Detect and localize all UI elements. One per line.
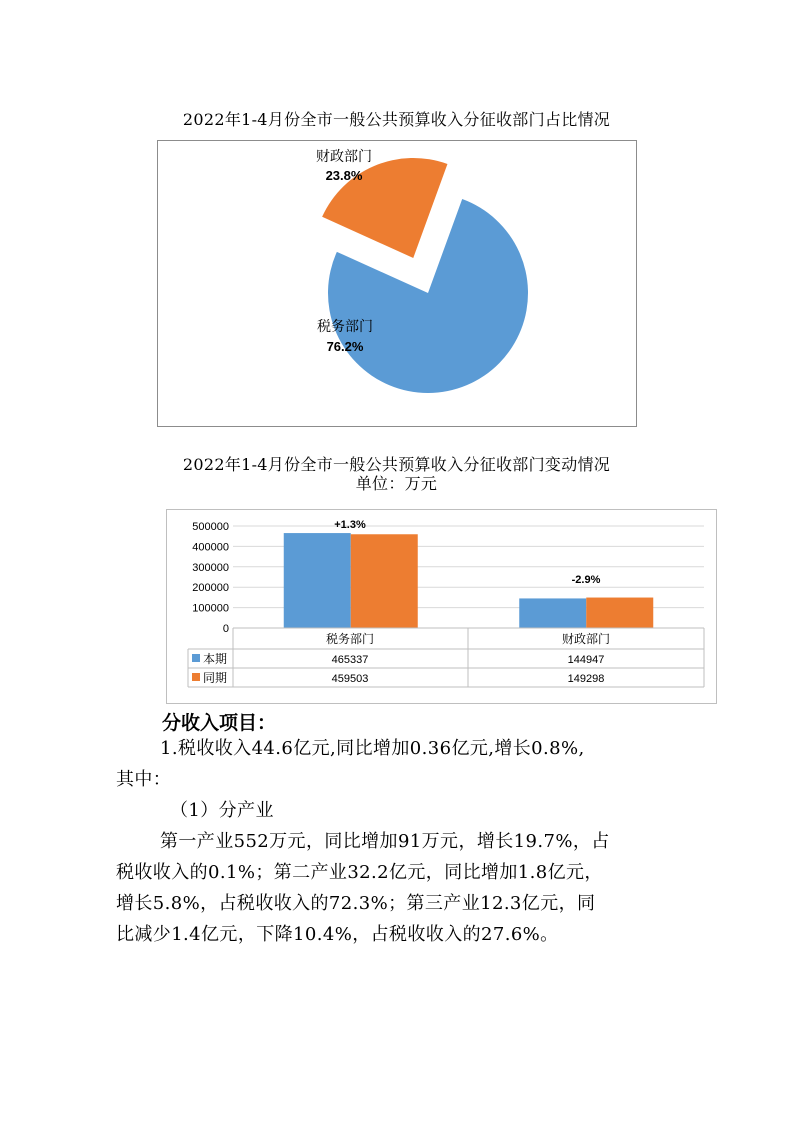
bar-chart-title: 2022年1-4月份全市一般公共预算收入分征收部门变动情况	[182, 455, 611, 474]
bar-annotation-shuiwu: +1.3%	[334, 519, 366, 531]
y-tick-label: 300000	[192, 561, 229, 574]
y-tick-label: 400000	[192, 541, 229, 554]
y-tick-label: 200000	[192, 582, 229, 595]
table-header-shuiwu: 税务部门	[325, 632, 375, 646]
sub-heading: （1）分产业	[170, 800, 274, 821]
bar-同期-财政部门	[586, 598, 653, 628]
table-row-label-benqi: 本期	[203, 652, 228, 666]
pie-label-caizheng: 财政部门	[316, 148, 372, 164]
pie-value-shuiwu: 76.2%	[326, 339, 364, 354]
table-cell-tongqi-caizheng: 149298	[567, 673, 605, 685]
bar-chart	[167, 510, 716, 703]
paragraph-line: 增长5.8%，占税收收入的72.3%；第三产业12.3亿元，同	[116, 893, 596, 914]
bar-chart-frame	[166, 509, 717, 704]
paragraph-line: 1.税收收入44.6亿元,同比增加0.36亿元,增长0.8%,	[160, 738, 585, 759]
section-heading: 分收入项目：	[162, 712, 277, 734]
table-cell-benqi-shuiwu: 465337	[331, 654, 369, 666]
y-tick-label: 100000	[192, 602, 229, 615]
bar-annotation-caizheng: -2.9%	[571, 574, 601, 586]
table-cell-benqi-caizheng: 144947	[567, 654, 605, 666]
table-header-caizheng: 财政部门	[561, 632, 611, 646]
legend-swatch-benqi	[192, 654, 200, 662]
bar-本期-财政部门	[519, 598, 586, 628]
y-tick-label: 500000	[192, 521, 229, 533]
bar-同期-税务部门	[351, 534, 418, 628]
y-tick-label: 0	[222, 623, 229, 635]
paragraph-line: 第一产业552万元，同比增加91万元，增长19.7%，占	[160, 831, 610, 852]
bar-chart-unit: 单位：万元	[355, 474, 438, 493]
paragraph-line: 其中：	[116, 769, 172, 790]
legend-swatch-tongqi	[192, 673, 200, 681]
pie-chart-frame	[157, 140, 637, 427]
pie-label-shuiwu: 税务部门	[317, 318, 373, 334]
table-row-label-tongqi: 同期	[203, 671, 228, 685]
pie-chart-title: 2022年1-4月份全市一般公共预算收入分征收部门占比情况	[182, 110, 611, 129]
paragraph-line: 税收收入的0.1%；第二产业32.2亿元，同比增加1.8亿元，	[116, 862, 603, 883]
pie-value-caizheng: 23.8%	[325, 168, 363, 183]
pie-chart	[158, 141, 636, 426]
table-cell-tongqi-shuiwu: 459503	[331, 673, 369, 685]
bar-本期-税务部门	[284, 533, 351, 628]
paragraph-line: 比减少1.4亿元，下降10.4%，占税收收入的27.6%。	[116, 924, 559, 945]
